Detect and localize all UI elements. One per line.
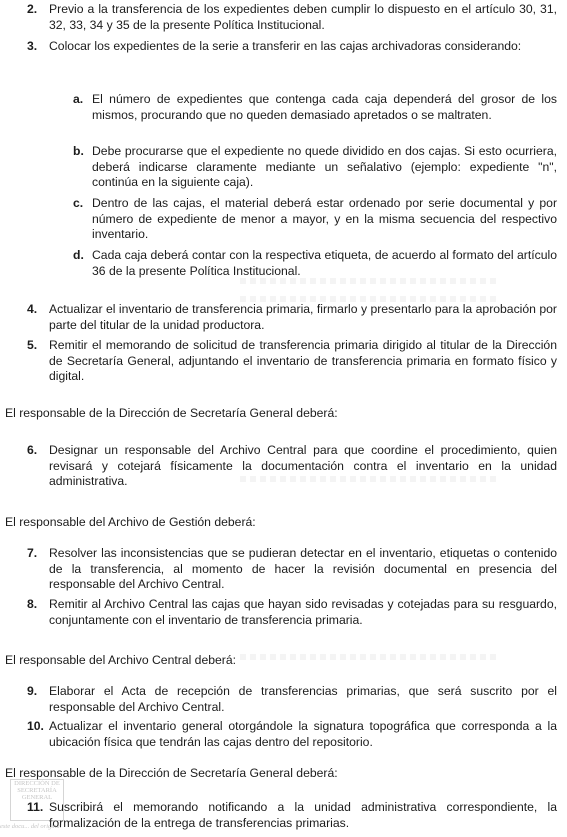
item-text: Actualizar el inventario de transferencia primaria, firmarlo y presentarlo para la aprobación por parte del titular de la unidad productora. [49, 302, 557, 332]
item-number: 3. [27, 39, 38, 53]
list-item [27, 443, 557, 490]
stamp-line: DIRECCIÓN DE [14, 780, 60, 787]
stamp-note: este docu... del original [0, 823, 62, 830]
list-item [27, 719, 557, 750]
sub-item-letter: a. [73, 92, 84, 106]
item-text: Remitir el memorando de solicitud de transferencia primaria dirigido al titular de la Dirección de Secretaría General, adjuntando el inventario de transferencia primaria en formato físico y digital. [49, 338, 557, 384]
item-number: 5. [27, 338, 38, 352]
sub-item [73, 196, 557, 243]
item-number: 11. [27, 800, 44, 814]
item-text: Actualizar el inventario general otorgándole la signatura topográfica que corresponda a la ubicación física que tendrán las cajas dentro del repositorio. [49, 719, 557, 749]
list-item [27, 39, 557, 55]
sub-item-letter: b. [73, 144, 84, 158]
item-number: 8. [27, 597, 38, 611]
list-item [27, 597, 557, 628]
sub-item [73, 248, 557, 279]
sub-item [73, 144, 557, 191]
section-heading: El responsable de la Dirección de Secretaría General deberá: [5, 766, 338, 780]
sub-item-text: Debe procurarse que el expediente no quede dividido en dos cajas. Si esto ocurriera, deberá indicarse claramente mediante un señalativo (ejemplo: expediente "n", continúa en la siguiente caja). [92, 144, 557, 190]
sub-item [73, 92, 557, 123]
stamp-line: GENERAL [21, 794, 53, 801]
item-text: Designar un responsable del Archivo Central para que coordine el procedimiento, quien revisará y cotejará físicamente la documentación contra el inventario en la unidad administrativa. [49, 443, 557, 489]
sub-item-text: Dentro de las cajas, el material deberá estar ordenado por serie documental y por número de expediente de menor a mayor, y en la misma secuencia del respectivo inventario. [92, 196, 557, 242]
item-number: 7. [27, 546, 38, 560]
section-heading: El responsable del Archivo Central deberá: [5, 653, 237, 667]
list-item [27, 2, 557, 33]
list-item [27, 338, 557, 385]
stamp-line: SECRETARÍA [17, 787, 57, 794]
section-heading: El responsable de la Dirección de Secretaría General deberá: [5, 406, 338, 420]
sub-item-letter: c. [73, 196, 84, 210]
item-number: 4. [27, 302, 38, 316]
item-text: Previo a la transferencia de los expedientes deben cumplir lo dispuesto en el artículo 30, 31, 32, 33, 34 y 35 de la presente Política Institucional. [49, 2, 557, 32]
stamp-box [10, 779, 64, 821]
item-number: 2. [27, 2, 38, 16]
item-number: 6. [27, 443, 38, 457]
list-item [27, 800, 557, 831]
item-text: Resolver las inconsistencias que se pudieran detectar en el inventario, etiquetas o contenido de la transferencia, al momento de hacer la revisión documental en presencia del responsable del Archivo Central. [49, 546, 557, 592]
sub-item-text: El número de expedientes que contenga cada caja dependerá del grosor de los mismos, procurando que no queden demasiado apretados o se maltraten. [92, 92, 557, 122]
list-item [27, 546, 557, 593]
item-text: Suscribirá el memorando notificando a la unidad administrativa correspondiente, la formalización de la entrega de transferencias primarias. [49, 800, 557, 830]
item-text: Elaborar el Acta de recepción de transferencias primarias, que será suscrito por el responsable del Archivo Central. [49, 684, 557, 714]
official-stamp [0, 779, 62, 837]
section-heading: El responsable del Archivo de Gestión deberá: [5, 515, 256, 529]
sub-item-text: Cada caja deberá contar con la respectiva etiqueta, de acuerdo al formato del artículo 36 de la presente Política Institucional. [92, 248, 557, 278]
sub-item-letter: d. [73, 248, 84, 262]
item-text: Colocar los expedientes de la serie a transferir en las cajas archivadoras considerando: [49, 39, 522, 53]
list-item [27, 302, 557, 333]
item-text: Remitir al Archivo Central las cajas que hayan sido revisadas y cotejadas para su resguardo, conjuntamente con el inventario de transferencia primaria. [49, 597, 557, 627]
item-number: 10. [27, 719, 44, 733]
list-item [27, 684, 557, 715]
item-number: 9. [27, 684, 38, 698]
